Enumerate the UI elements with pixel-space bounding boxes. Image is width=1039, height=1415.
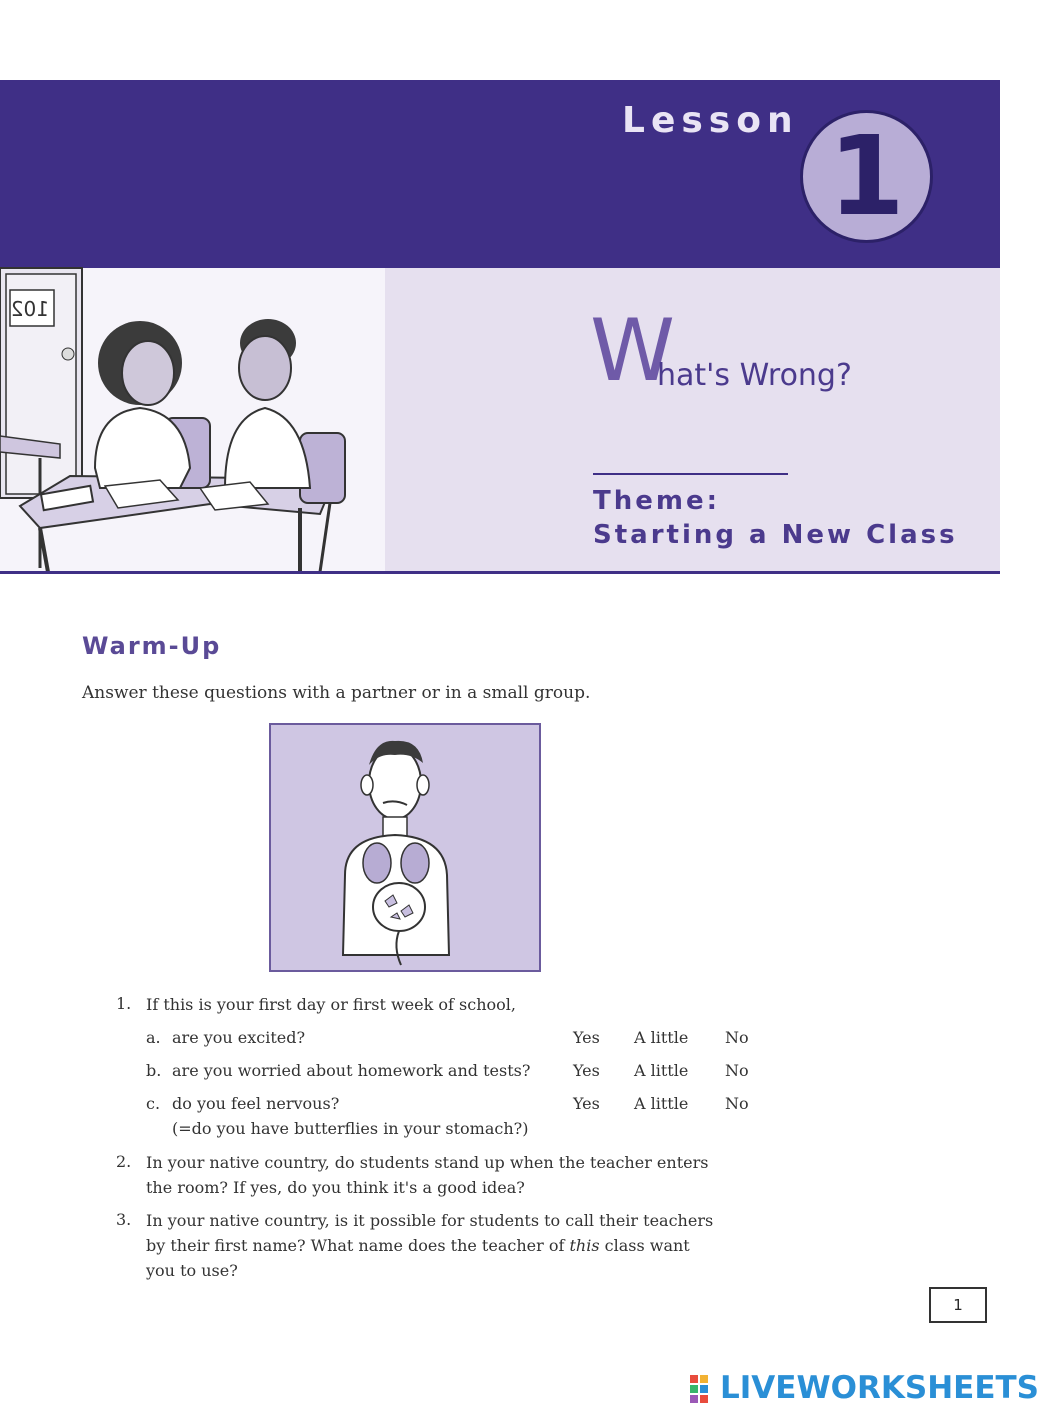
question-1b-a-little[interactable]: A little [634, 1061, 689, 1080]
question-1c-no[interactable]: No [725, 1094, 749, 1113]
butterflies-illustration [269, 723, 541, 972]
question-1b-yes[interactable]: Yes [573, 1061, 600, 1080]
question-3-number: 3. [116, 1210, 132, 1229]
lesson-title: hat's Wrong? [657, 358, 852, 393]
question-2-number: 2. [116, 1152, 132, 1171]
liveworksheets-logo-icon [690, 1375, 718, 1403]
lesson-hero [0, 268, 1000, 572]
question-3-line-2 [146, 1233, 690, 1258]
warmup-heading: Warm-Up [82, 632, 222, 660]
title-initial: W [590, 301, 676, 401]
question-1c-yes[interactable]: Yes [573, 1094, 600, 1113]
classroom-illustration [0, 268, 385, 572]
lesson-header-band [0, 80, 1000, 268]
question-1c-subtext: (=do you have butterflies in your stomach?) [172, 1119, 529, 1138]
question-1c-a-little[interactable]: A little [634, 1094, 689, 1113]
lesson-number: 1 [828, 112, 905, 240]
theme-text: Starting a New Class [593, 520, 958, 550]
question-1a-text: are you excited? [172, 1028, 306, 1047]
question-1c-text: do you feel nervous? [172, 1094, 340, 1113]
classroom-students-icon [0, 268, 385, 572]
question-3-line-3: you to use? [146, 1261, 238, 1280]
question-1b-text: are you worried about homework and tests? [172, 1061, 531, 1080]
title-panel [385, 268, 1000, 572]
lesson-word: Lesson [622, 100, 799, 141]
door-sign: 102 [10, 297, 49, 321]
question-1-number: 1. [116, 994, 132, 1013]
question-1b-letter: b. [146, 1061, 162, 1080]
question-2-line-1: In your native country, do students stand up when the teacher enters [146, 1153, 709, 1172]
nervous-person-icon [271, 725, 539, 970]
title-divider [593, 473, 788, 475]
warmup-instructions: Answer these questions with a partner or in a small group. [82, 683, 591, 703]
question-1c-letter: c. [146, 1094, 161, 1113]
hero-divider [0, 571, 1000, 574]
page-number: 1 [929, 1287, 987, 1323]
lesson-number-badge [800, 110, 933, 243]
theme-label: Theme: [593, 486, 721, 516]
question-1a-yes[interactable]: Yes [573, 1028, 600, 1047]
question-1-text: If this is your first day or first week of school, [146, 995, 516, 1014]
question-1a-no[interactable]: No [725, 1028, 749, 1047]
question-1b-no[interactable]: No [725, 1061, 749, 1080]
question-3-emphasis: this [569, 1236, 600, 1255]
question-1a-letter: a. [146, 1028, 161, 1047]
question-3-line-2a: by their first name? What name does the teacher of [146, 1236, 570, 1255]
question-3-line-2b: class want [599, 1236, 690, 1255]
question-2-line-2: the room? If yes, do you think it's a good idea? [146, 1178, 525, 1197]
question-1a-a-little[interactable]: A little [634, 1028, 689, 1047]
question-3-line-1: In your native country, is it possible for students to call their teachers [146, 1211, 714, 1230]
liveworksheets-text: LIVEWORKSHEETS [720, 1370, 1039, 1406]
